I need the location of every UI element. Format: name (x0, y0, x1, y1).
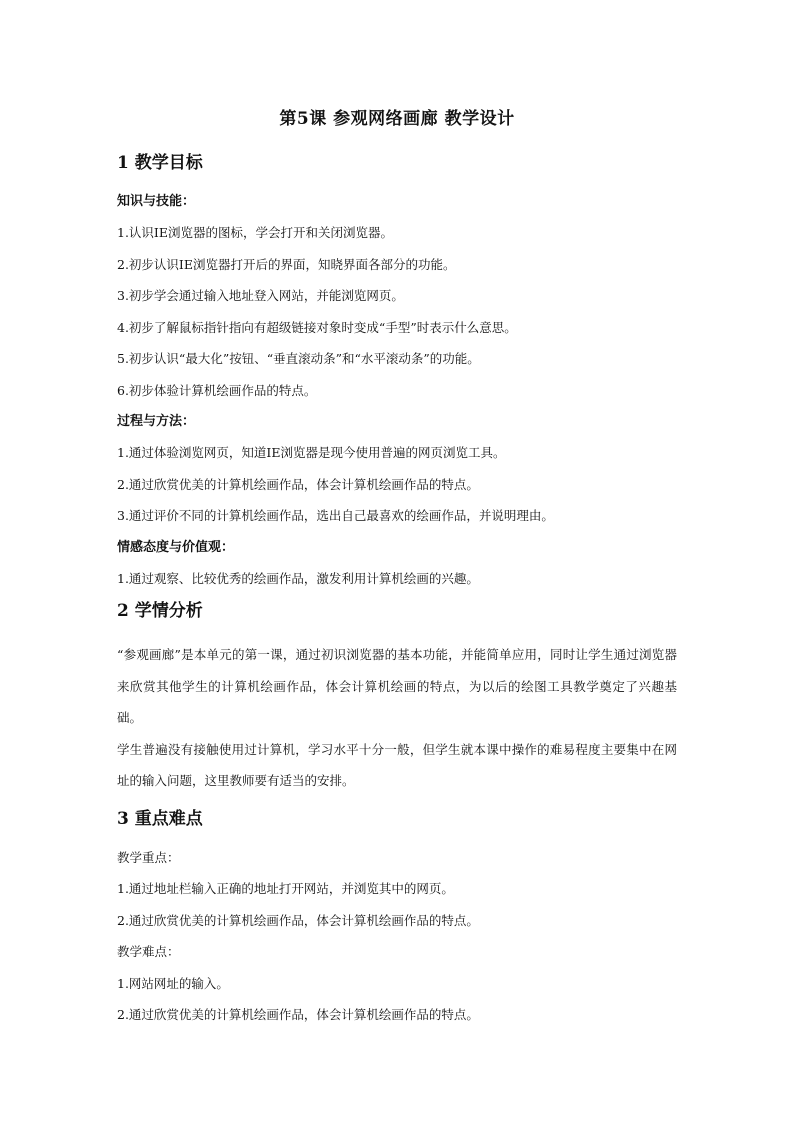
list-item: 1.网站网址的输入。 (117, 975, 229, 991)
subheading-emotion-values: 情感态度与价值观： (117, 539, 235, 555)
list-item: 1.通过体验浏览网页，知道IE浏览器是现今使用普遍的网页浏览工具。 (117, 445, 506, 460)
list-item: 2.初步认识IE浏览器打开后的界面，知晓界面各部分的功能。 (117, 256, 456, 272)
key-points-label: 教学重点： (117, 849, 180, 865)
list-item: 3.通过评价不同的计算机绘画作品，选出自己最喜欢的绘画作品，并说明理由。 (117, 508, 554, 523)
list-item: 2.通过欣赏优美的计算机绘画作品，体会计算机绘画作品的特点。 (117, 912, 479, 928)
list-item: 5.初步认识“最大化”按钮、“垂直滚动条”和“水平滚动条”的功能。 (117, 351, 480, 366)
list-item: 6.初步体验计算机绘画作品的特点。 (117, 382, 317, 398)
page-title: 第5课 参观网络画廊 教学设计 (279, 109, 515, 129)
document-page (117, 96, 677, 1036)
list-item: 1.通过地址栏输入正确的地址打开网站，并浏览其中的网页。 (117, 881, 454, 896)
subheading-process-methods: 过程与方法： (117, 414, 196, 429)
paragraph: 学生普遍没有接触使用过计算机，学习水平十分一般，但学生就本课中操作的难易程度主要集中在网址的输入问题，这里教师要有适当的安排。 (117, 741, 677, 788)
paragraph: “参观画廊”是本单元的第一课，通过初识浏览器的基本功能，并能简单应用，同时让学生通过浏览器来欣赏其他学生的计算机绘画作品，体会计算机绘画的特点，为以后的绘图工具教学奠定了兴趣基础。 (117, 647, 677, 725)
section-heading: 2 学情分析 (117, 601, 203, 621)
section-student-analysis (117, 599, 677, 797)
section-heading: 3 重点难点 (117, 808, 203, 829)
section-teaching-objectives (117, 151, 677, 590)
list-item: 1.认识IE浏览器的图标，学会打开和关闭浏览器。 (117, 225, 393, 240)
list-item: 3.初步学会通过输入地址登入网站，并能浏览网页。 (117, 288, 404, 303)
section-key-difficult-points (117, 807, 677, 1027)
list-item: 2.通过欣赏优美的计算机绘画作品，体会计算机绘画作品的特点。 (117, 476, 479, 492)
list-item: 1.通过观察、比较优秀的绘画作品，激发利用计算机绘画的兴趣。 (117, 570, 479, 586)
list-item: 4.初步了解鼠标指针指向有超级链接对象时变成“手型”时表示什么意思。 (117, 319, 517, 335)
section-heading: 1 教学目标 (117, 153, 203, 173)
difficult-points-label: 教学难点： (117, 944, 180, 959)
subheading-knowledge-skills: 知识与技能： (117, 194, 196, 209)
list-item: 2.通过欣赏优美的计算机绘画作品，体会计算机绘画作品的特点。 (117, 1007, 479, 1022)
